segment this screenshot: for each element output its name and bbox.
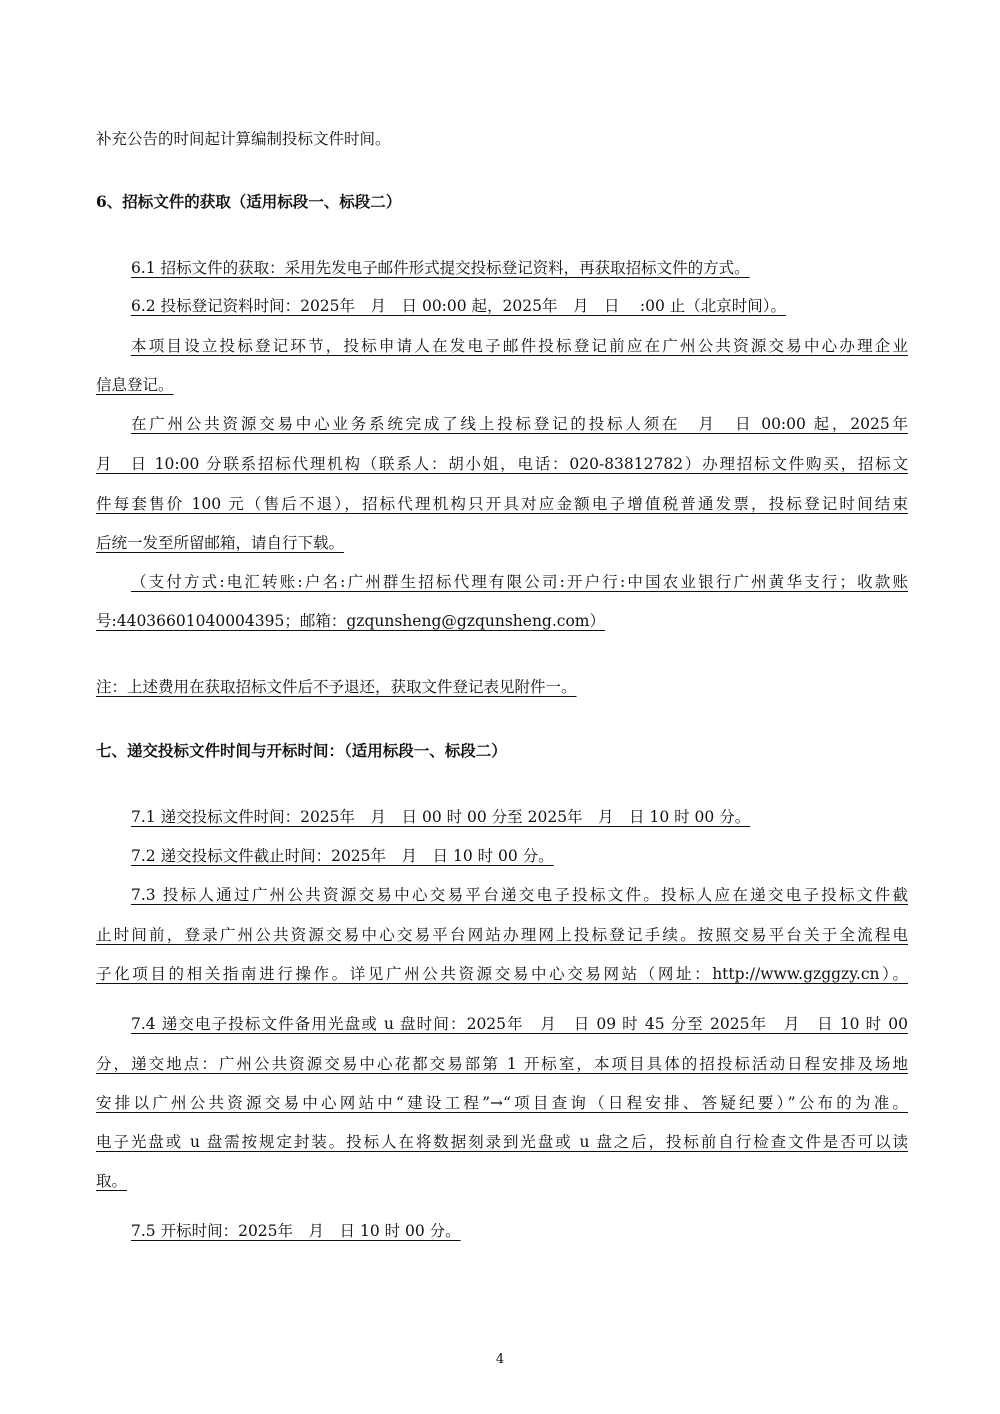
purchase-line-1: 在广州公共资源交易中心业务系统完成了线上投标登记的投标人须在 月 日 00:00 起，2025年 (131, 415, 908, 433)
paragraph-7-3-line-2: 止时间前，登录广州公共资源交易中心交易平台网站办理网上投标登记手续。按照交易平台关于全流程电 (96, 926, 908, 944)
paragraph-7-3-line-3: 子化项目的相关指南进行操作。详见广州公共资源交易中心交易网站（网址：http://www.gzggzy.cn）。 (96, 965, 908, 983)
register-line-2: 信息登记。 (96, 376, 174, 394)
paragraph-6-1: 6.1 招标文件的获取：采用先发电子邮件形式提交投标登记资料，再获取招标文件的方式。 (131, 259, 750, 277)
purchase-line-3: 件每套售价 100 元（售后不退），招标代理机构只开具对应金额电子增值税普通发票，投标登记时间结束 (96, 495, 908, 513)
payment-line-1: （支付方式:电汇转账:户名:广州群生招标代理有限公司:开户行:中国农业银行广州黄华支行；收款账 (131, 573, 908, 591)
intro-continuation: 补充公告的时间起计算编制投标文件时间。 (96, 130, 391, 148)
paragraph-6-2: 6.2 投标登记资料时间：2025年 月 日 00:00 起，2025年 月 日 :00 止（北京时间）。 (131, 297, 787, 315)
paragraph-7-5: 7.5 开标时间：2025年 月 日 10 时 00 分。 (131, 1222, 461, 1240)
fee-note: 注：上述费用在获取招标文件后不予退还，获取文件登记表见附件一。 (96, 678, 577, 696)
paragraph-7-4-line-1: 7.4 递交电子投标文件备用光盘或 u 盘时间：2025年 月 日 09 时 45 分至 2025年 月 日 10 时 00 (131, 1015, 908, 1033)
paragraph-7-2: 7.2 递交投标文件截止时间：2025年 月 日 10 时 00 分。 (131, 847, 554, 865)
paragraph-7-4-line-5: 取。 (96, 1172, 128, 1190)
register-line-1: 本项目设立投标登记环节，投标申请人在发电子邮件投标登记前应在广州公共资源交易中心办理企业 (131, 337, 908, 355)
section7-heading: 七、递交投标文件时间与开标时间：（适用标段一、标段二） (96, 741, 507, 760)
purchase-line-4: 后统一发至所留邮箱，请自行下载。 (96, 534, 345, 552)
page-number: 4 (495, 1352, 505, 1367)
paragraph-7-4-line-4: 电子光盘或 u 盘需按规定封装。投标人在将数据刻录到光盘或 u 盘之后，投标前自行检查文件是否可以读 (96, 1133, 908, 1151)
paragraph-7-3-line-1: 7.3 投标人通过广州公共资源交易中心交易平台递交电子投标文件。投标人应在递交电子投标文件截 (131, 886, 908, 904)
purchase-line-2: 月 日 10:00 分联系招标代理机构（联系人：胡小姐，电话：020-83812782）办理招标文件购买，招标文 (96, 455, 908, 473)
section6-heading: 6、招标文件的获取（适用标段一、标段二） (96, 192, 402, 211)
paragraph-7-1: 7.1 递交投标文件时间：2025年 月 日 00 时 00 分至 2025年 月 日 10 时 00 分。 (131, 808, 751, 826)
paragraph-7-4-line-3: 安排以广州公共资源交易中心网站中“建设工程”→“项目查询（日程安排、答疑纪要）”公布的为准。 (96, 1094, 908, 1112)
payment-line-2: 号:44036601040004395；邮箱：gzqunsheng@gzqunsheng.com） (96, 612, 605, 630)
paragraph-7-4-line-2: 分，递交地点：广州公共资源交易中心花都交易部第 1 开标室，本项目具体的招投标活动日程安排及场地 (96, 1055, 908, 1073)
